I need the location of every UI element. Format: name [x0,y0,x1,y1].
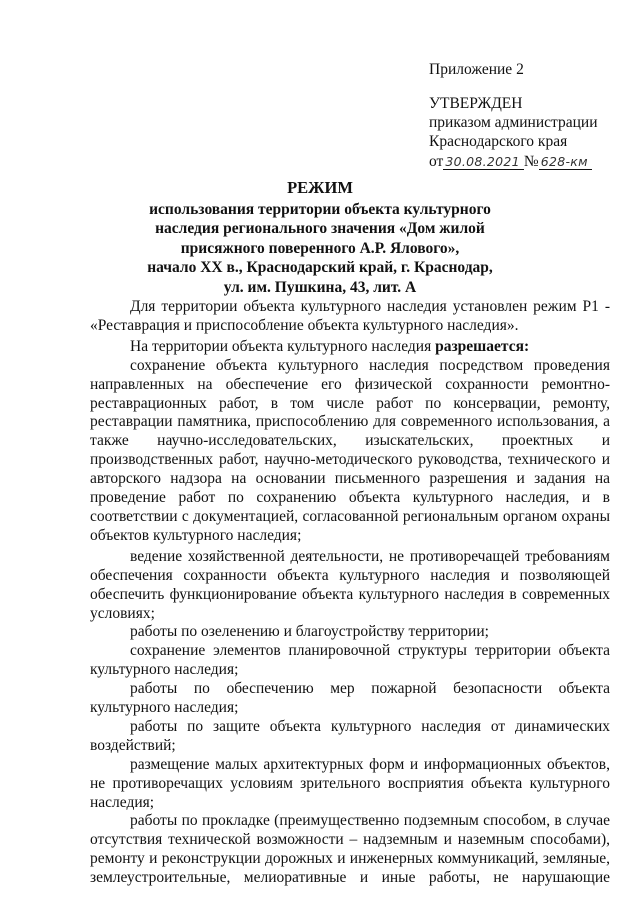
approved-line-1: приказом администрации [429,114,598,131]
list-item: размещение малых архитектурных форм и информационных объектов, не противоречащих условиям зрительного восприятия объекта культурного наследия; [90,755,610,811]
allowed-prefix: На территории объекта культурного наследия [130,337,436,355]
list-item: ведение хозяйственной деятельности, не противоречащей требованиям обеспечения сохранности объекта культурного наследия и позволяющей обеспечить функционирование объекта культурного наследия в современных условиях; [90,547,610,622]
list-item: работы по прокладке (преимущественно подземным способом, в случае отсутствия технической возможности – надземным и наземным способами), ремонту и реконструкции дорожных и инженерных коммуникаций, земляные, землеустроительные, мелиоративные и иные работы, не нарушающие [90,812,610,887]
title-main: РЕЖИМ [287,178,353,197]
approved-line-2: Краснодарского края [429,133,568,150]
appendix-label: Приложение 2 [429,61,524,78]
list-item: сохранение объекта культурного наследия посредством проведения направленных на обеспечение его физической сохранности ремонтно-реставрационных работ, в том числе работ по консервации, ремонту, реставрации памятника, приспособлению для современного использования, а также научно-исследовательских, изыскательских, проектных и производственных работ, научно-методического руководства, технического и авторского надзора на основании письменного разрешения и задания на проведение работ по сохранению объекта культурного наследия, и в соответствии с документацией, согласованной региональным органом охраны объектов культурного наследия; [90,356,610,544]
allowed-heading [90,338,610,357]
approval-block [429,60,629,171]
list-item: сохранение элементов планировочной структуры территории объекта культурного наследия; [90,642,610,679]
list-item: работы по обеспечению мер пожарной безопасности объекта культурного наследия; [90,680,610,717]
order-date-number [429,152,629,171]
handwritten-date: 30.08.2021 [443,154,524,170]
intro-paragraph: Для территории объекта культурного наследия установлен режим Р1 - «Реставрация и приспособление объекта культурного наследия». [90,298,610,334]
title-line: ул. им. Пушкина, 43, лит. А [223,278,417,296]
approved-heading: УТВЕРЖДЕН [429,95,523,112]
document-body [90,298,610,888]
list-item: работы по защите объекта культурного наследия от динамических воздействий; [90,717,610,754]
title-line: наследия регионального значения «Дом жилой [155,220,485,237]
title-line: присяжного поверенного А.Р. Ялового», [180,239,460,257]
document-title [0,178,640,297]
title-line: использования территории объекта культурного [149,200,491,218]
list-item: работы по озеленению и благоустройству территории; [130,623,489,641]
allowed-bold: разрешается: [435,337,530,355]
handwritten-number: 628-км [539,154,592,170]
title-line: начало XX в., Краснодарский край, г. Краснодар, [147,259,493,276]
number-prefix: № [523,153,539,170]
date-prefix: от [429,153,444,170]
